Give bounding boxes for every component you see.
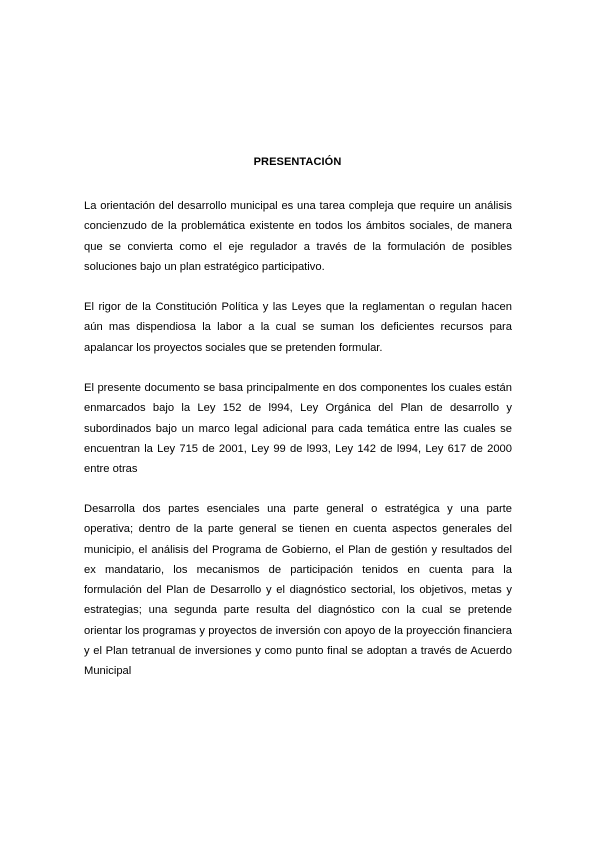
paragraph-structure: Desarrolla dos partes esenciales una parte general o estratégica y una parte operativa; dentro de la parte general se tienen en cuenta aspectos generales del municipio, el análisis del Programa de Gobierno, el Plan de gestión y resultados del ex mandatario, los mecanismos de participación tenidos en cuenta para la formulación del Plan de Desarrollo y el diagnóstico sectorial, los objetivos, metas y estrategias; una segunda parte resulta del diagnóstico con la cual se pretende orientar los programas y proyectos de inversión con apoyo de la proyección financiera y el Plan tetranual de inversiones y como punto final se adoptan a través de Acuerdo Municipal — [84, 503, 512, 678]
page-title: PRESENTACIÓN — [253, 156, 342, 168]
paragraph-components: El presente documento se basa principalmente en dos componentes los cuales están enmarcados bajo la Ley 152 de l994, Ley Orgánica del Plan de desarrollo y subordinados bajo un marco legal adicional para cada temática entre las cuales se encuentran la Ley 715 de 2001, Ley 99 de l993, Ley 142 de l994, Ley 617 de 2000 entre otras — [84, 382, 512, 476]
paragraph-legal-rigor: El rigor de la Constitución Política y las Leyes que la reglamentan o regulan hacen aún mas dispendiosa la labor a la cual se suman los deficientes recursos para apalancar los proyectos sociales que se pretenden formular. — [84, 301, 512, 354]
paragraph-intro: La orientación del desarrollo municipal es una tarea compleja que require un análisis concienzudo de la problemática existente en todos los ámbitos sociales, de manera que se convierta como el eje regulador a través de la formulación de posibles soluciones bajo un plan estratégico participativo. — [84, 200, 512, 273]
